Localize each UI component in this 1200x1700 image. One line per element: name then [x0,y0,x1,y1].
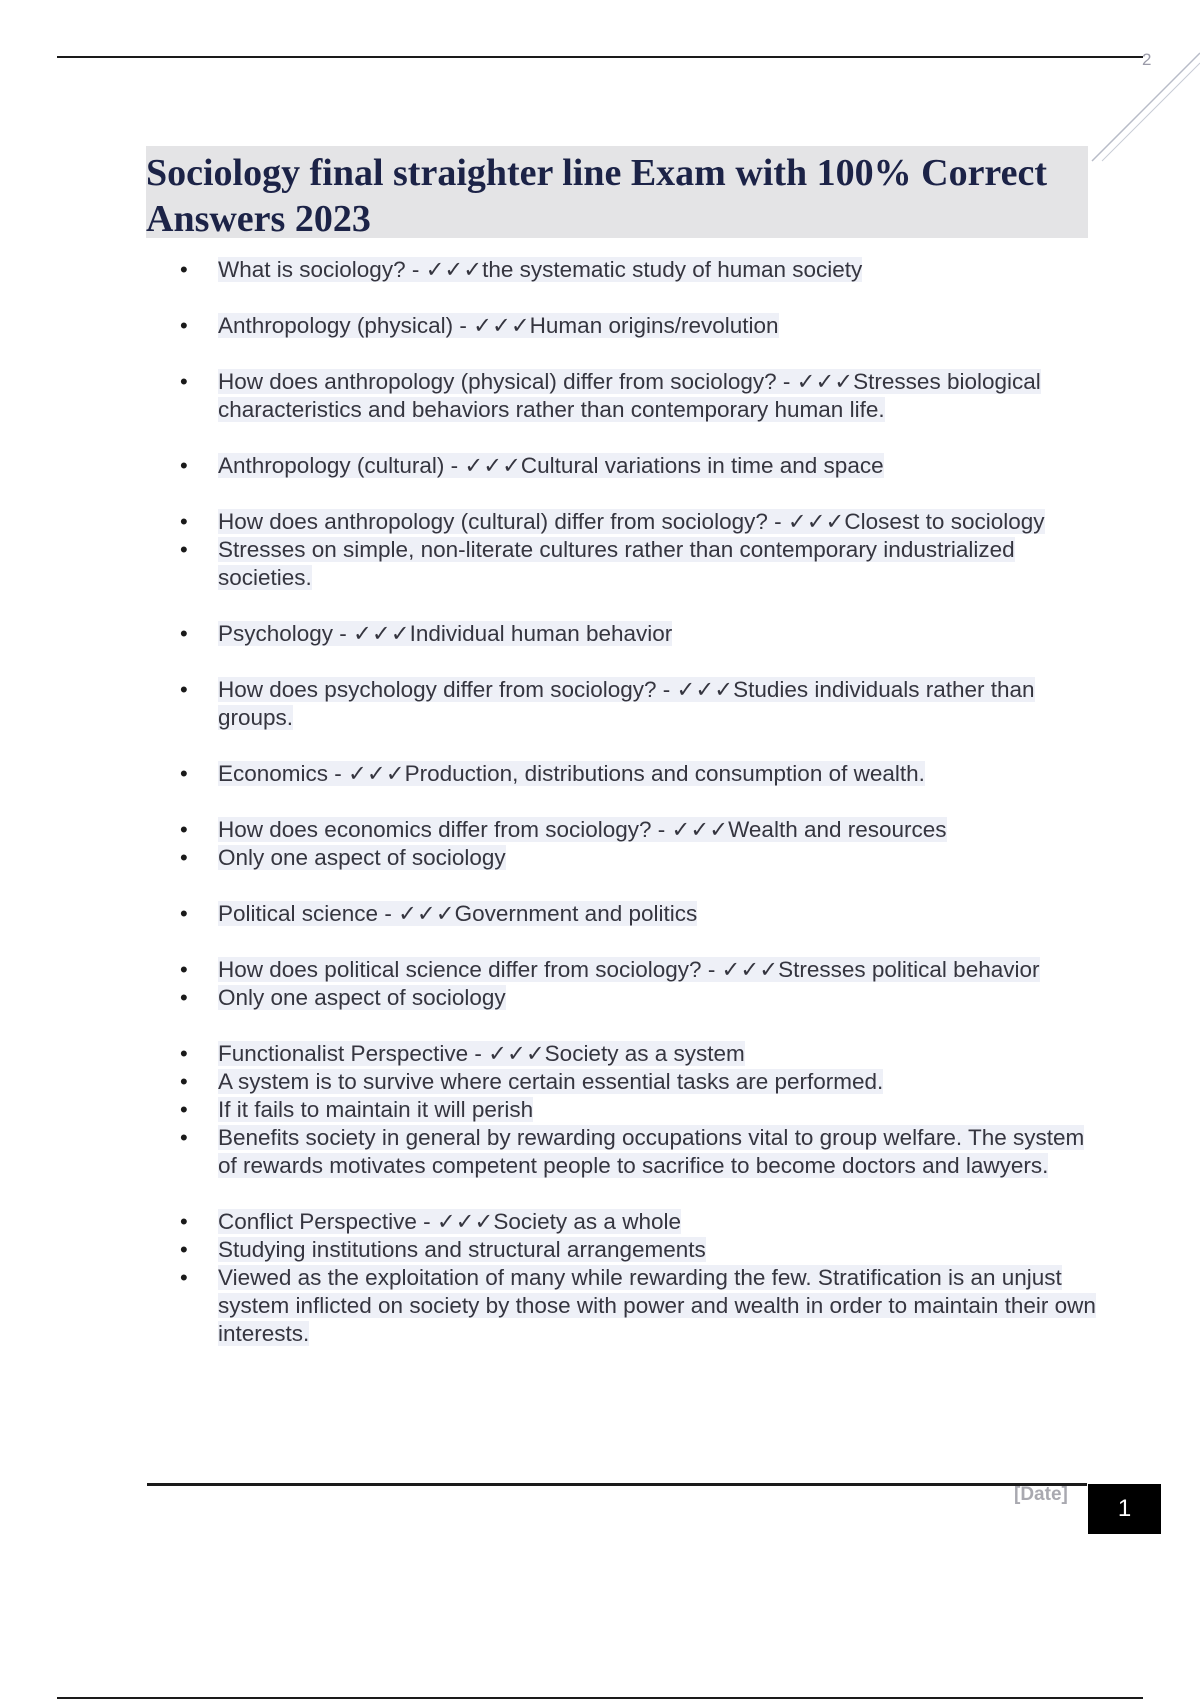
corner-decoration [1080,45,1200,165]
bullet-icon: • [180,369,188,394]
bullet-icon: • [180,985,188,1010]
bullet-icon: • [180,1209,188,1234]
list-item [146,676,1096,732]
list-item-text: Stresses on simple, non-literate cultures rather than contemporary industrialized societies. [218,537,1015,590]
bullet-icon: • [180,901,188,926]
qa-group [146,312,1096,340]
list-item [146,760,1096,788]
list-item [146,984,1096,1012]
bullet-icon: • [180,313,188,338]
list-item-text: A system is to survive where certain essential tasks are performed. [218,1069,884,1094]
list-item-text: How does anthropology (physical) differ from sociology? - ✓✓✓Stresses biological characteristics and behaviors rather than contemporary human life. [218,369,1041,422]
qa-group [146,620,1096,648]
list-item-text: How does political science differ from sociology? - ✓✓✓Stresses political behavior [218,957,1040,982]
bullet-icon: • [180,1041,188,1066]
bullet-icon: • [180,537,188,562]
date-placeholder: [Date] [1014,1484,1068,1505]
list-item-text: Economics - ✓✓✓Production, distributions and consumption of wealth. [218,761,925,786]
list-item [146,1236,1096,1264]
list-item-text: How does economics differ from sociology? - ✓✓✓Wealth and resources [218,817,947,842]
list-item [146,536,1096,592]
header-rule [57,56,1143,58]
qa-group [146,676,1096,732]
list-item-text: How does psychology differ from sociology? - ✓✓✓Studies individuals rather than groups. [218,677,1035,730]
list-item [146,368,1096,424]
list-item-text: Political science - ✓✓✓Government and politics [218,901,698,926]
list-item [146,1208,1096,1236]
bullet-icon: • [180,677,188,702]
page-bottom-rule [57,1697,1143,1699]
list-item [146,816,1096,844]
qa-group [146,760,1096,788]
list-item-text: If it fails to maintain it will perish [218,1097,534,1122]
bullet-icon: • [180,1069,188,1094]
bullet-icon: • [180,845,188,870]
list-item [146,312,1096,340]
page-number: 1 [1117,1495,1132,1522]
page-number-box [1088,1484,1161,1534]
bullet-icon: • [180,761,188,786]
list-item [146,900,1096,928]
list-item-text: Only one aspect of sociology [218,985,506,1010]
bullet-icon: • [180,621,188,646]
qa-group [146,452,1096,480]
title-block [146,146,1088,238]
qa-group [146,1040,1096,1180]
list-item [146,1040,1096,1068]
list-item [146,1124,1096,1180]
list-item [146,452,1096,480]
list-item-text: Functionalist Perspective - ✓✓✓Society as a system [218,1041,745,1066]
bullet-icon: • [180,1265,188,1290]
list-item [146,844,1096,872]
qa-list [146,256,1096,1376]
list-item-text: Anthropology (physical) - ✓✓✓Human origins/revolution [218,313,779,338]
qa-group [146,900,1096,928]
bullet-icon: • [180,1097,188,1122]
bullet-icon: • [180,509,188,534]
qa-group [146,956,1096,1012]
footer-rule [147,1483,1087,1486]
bullet-icon: • [180,1237,188,1262]
list-item-text: Conflict Perspective - ✓✓✓Society as a whole [218,1209,681,1234]
qa-group [146,816,1096,872]
list-item-text: Benefits society in general by rewarding occupations vital to group welfare. The system of rewards motivates competent people to sacrifice to become doctors and lawyers. [218,1125,1085,1178]
list-item-text: Anthropology (cultural) - ✓✓✓Cultural variations in time and space [218,453,884,478]
list-item [146,1264,1096,1348]
list-item [146,620,1096,648]
list-item-text: What is sociology? - ✓✓✓the systematic study of human society [218,257,863,282]
bullet-icon: • [180,817,188,842]
qa-group [146,1208,1096,1348]
document-title: Sociology final straighter line Exam with 100% Correct Answers 2023 [146,152,1047,240]
list-item-text: Only one aspect of sociology [218,845,506,870]
list-item [146,1096,1096,1124]
bullet-icon: • [180,453,188,478]
list-item [146,1068,1096,1096]
bullet-icon: • [180,257,188,282]
list-item-text: How does anthropology (cultural) differ from sociology? - ✓✓✓Closest to sociology [218,509,1045,534]
qa-group [146,368,1096,424]
qa-group [146,508,1096,592]
list-item [146,256,1096,284]
list-item [146,956,1096,984]
list-item-text: Psychology - ✓✓✓Individual human behavior [218,621,673,646]
header-page-number: 2 [1142,50,1152,69]
bullet-icon: • [180,957,188,982]
bullet-icon: • [180,1125,188,1150]
list-item-text: Viewed as the exploitation of many while rewarding the few. Stratification is an unjust system inflicted on society by those with power and wealth in order to maintain their own interests. [218,1265,1096,1346]
qa-group [146,256,1096,284]
list-item-text: Studying institutions and structural arrangements [218,1237,706,1262]
list-item [146,508,1096,536]
